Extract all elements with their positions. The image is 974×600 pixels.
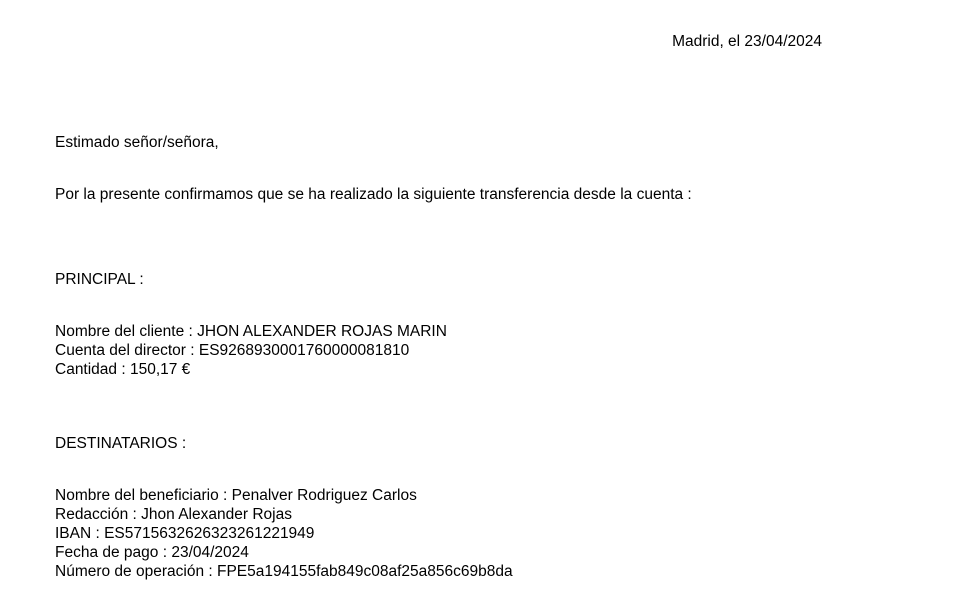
spacer <box>55 152 855 185</box>
principal-section-title: PRINCIPAL : <box>55 271 144 288</box>
list-item: Nombre del cliente : JHON ALEXANDER ROJAS MARIN <box>55 323 447 340</box>
spacer <box>55 453 855 486</box>
beneficiaries-section-title: DESTINATARIOS : <box>55 435 187 452</box>
list-item: IBAN : ES5715632626323261221949 <box>55 525 315 542</box>
spacer <box>55 379 855 434</box>
list-item: Fecha de pago : 23/04/2024 <box>55 544 249 561</box>
greeting-text: Estimado señor/señora, <box>55 134 219 151</box>
spacer <box>55 289 855 322</box>
date-line: Madrid, el 23/04/2024 <box>672 33 822 50</box>
principal-field-list <box>55 322 855 379</box>
beneficiaries-field-list <box>55 486 855 581</box>
letter-body <box>55 133 855 581</box>
list-item: Cantidad : 150,17 € <box>55 361 191 378</box>
intro-text: Por la presente confirmamos que se ha realizado la siguiente transferencia desde la cuenta : <box>55 186 692 203</box>
list-item: Número de operación : FPE5a194155fab849c08af25a856c69b8da <box>55 563 513 580</box>
list-item: Nombre del beneficiario : Penalver Rodriguez Carlos <box>55 487 417 504</box>
spacer <box>55 204 855 270</box>
list-item: Cuenta del director : ES9268930001760000081810 <box>55 342 410 359</box>
list-item: Redacción : Jhon Alexander Rojas <box>55 506 292 523</box>
